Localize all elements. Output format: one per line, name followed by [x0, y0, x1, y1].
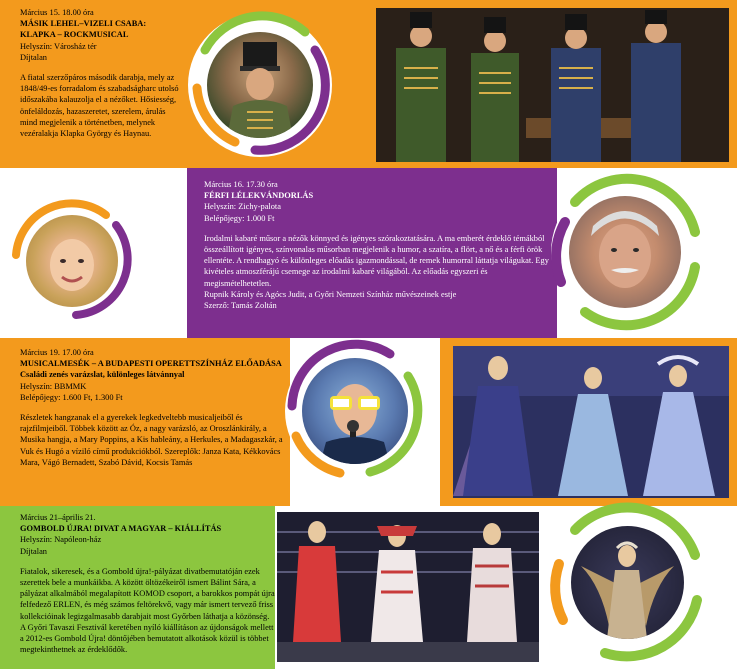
- event4-venue: Helyszín: Napóleon-ház: [20, 535, 102, 545]
- event2-right-portrait-ring: [545, 172, 705, 332]
- event2-text: [204, 179, 554, 311]
- event4-date: Március 21–április 21.: [20, 513, 96, 522]
- event2-title: FÉRFI LÉLEKVÁNDORLÁS: [204, 191, 314, 201]
- event2-cast: Rupnik Károly és Agócs Judit, a Győri Nemzeti Színház művészeinek estje: [204, 289, 457, 299]
- event3-date: Március 19. 17.00 óra: [20, 348, 94, 357]
- event3-text: [20, 347, 288, 468]
- event2-man-portrait: [569, 196, 681, 308]
- event4-title: GOMBOLD ÚJRA! DIVAT A MAGYAR – KIÁLLÍTÁS: [20, 524, 222, 534]
- event4-price: Díjtalan: [20, 546, 47, 556]
- event1-stage-photo: [376, 8, 729, 162]
- event2-price: Belépőjegy: 1.000 Ft: [204, 213, 275, 223]
- event2-left-portrait-ring: [6, 195, 136, 325]
- event1-date: Március 15. 18.00 óra: [20, 8, 94, 17]
- event2-date: Március 16. 17.30 óra: [204, 180, 278, 189]
- event2-woman-portrait: [26, 215, 118, 307]
- event3-title: MUSICALMESÉK – A BUDAPESTI OPERETTSZÍNHÁZ ELŐADÁSA: [20, 359, 282, 369]
- event2-venue: Helyszín: Zichy-palota: [204, 202, 281, 212]
- event3-venue: Helyszín: BBMMK: [20, 381, 87, 391]
- event4-portrait-ring: [545, 500, 710, 665]
- event1-title: MÁSIK LEHEL–VIZELI CSABA: KLAPKA – ROCKMUSICAL: [20, 19, 147, 40]
- event1-portrait-ring: [185, 10, 335, 160]
- event3-price: Belépőjegy: 1.600 Ft, 1.300 Ft: [20, 392, 123, 402]
- event1-price: Díjtalan: [20, 52, 47, 62]
- event3-portrait-ring: [280, 336, 430, 486]
- event3-glasses-man-portrait: [302, 358, 408, 464]
- event1-hussar-portrait: [207, 32, 313, 138]
- event3-description: Részletek hangzanak el a gyerekek legkedveltebb musicaljeiből és rajzfilmjeiből. Többek között az Óz, a nagy varázsló, az Oroszlánkirály, a Musika hangja, a Mary Poppins, a Kis hableány, a Herkules, a Madagaszkár, a Vuk és Hugó a víziló című produkciókból. Szereplők: Janza Kata, Kékkovács Mara, Vágó Bernadett, Szabó Dávid, Kocsis Tamás: [20, 413, 283, 467]
- event2-description: Irodalmi kabaré műsor a nézők könnyed és igényes szórakoztatására. A ma emberét érdeklő témákból összeállított igényes, színvonalas műsorban megjelenik a humor, a szatíra, a flört, a nő és a férfi örök ellentéte. A rendhagyó és különleges előadás igazmondással, de remek humorral láttatja világukat. Egy kivételes atmoszférájú csemege az irodalmi kabaré világából. Az előadás egyszeri és megismételhetetlen.: [204, 233, 549, 288]
- event1-text: [20, 7, 180, 139]
- event1-description: A fiatal szerzőpáros második darabja, mely az 1848/49-es forradalom és szabadságharc utolsó időszakába kalauzolja el a nézőket. Hősiesség, önfeláldozás, hazaszeretet, szerelem, árulás mind megjelenik a történetben, melynek vezéralakja Klapka György és Haynau.: [20, 73, 179, 139]
- event4-angel-model-portrait: [571, 526, 684, 639]
- event3-stage-photo: [453, 346, 729, 498]
- event1-venue: Helyszín: Városház tér: [20, 41, 97, 51]
- event2-author: Szerző: Tamás Zoltán: [204, 301, 277, 311]
- event4-runway-photo: [277, 512, 539, 662]
- event4-description: Fiatalok, sikeresek, és a Gombold újra!-pályázat divatbemutatóján ezek szerettek bele a munkáikba. A között öltözékeiről ismert Bálint Sára, a pályázat alkalmából megalapított KOMOD csoport, a barokkos pompát újra felfedező ERLEN, és még számos feltörekvő, vagy már ismert tervező friss kollekcióinak legizgalmasabb darabjait most Győrben láthatja a közönség. A Győri Tavaszi Fesztivál keretében nyíló kiállításon az újdonságok mellett a 2012-es Gombold Újra! döntőjében bemutatott alkotások közül is többet megtekinthetnek az érdeklődők.: [20, 566, 275, 655]
- event4-text: [20, 512, 275, 655]
- event3-subtitle: Családi zenés varázslat, különleges látvánnyal: [20, 370, 185, 380]
